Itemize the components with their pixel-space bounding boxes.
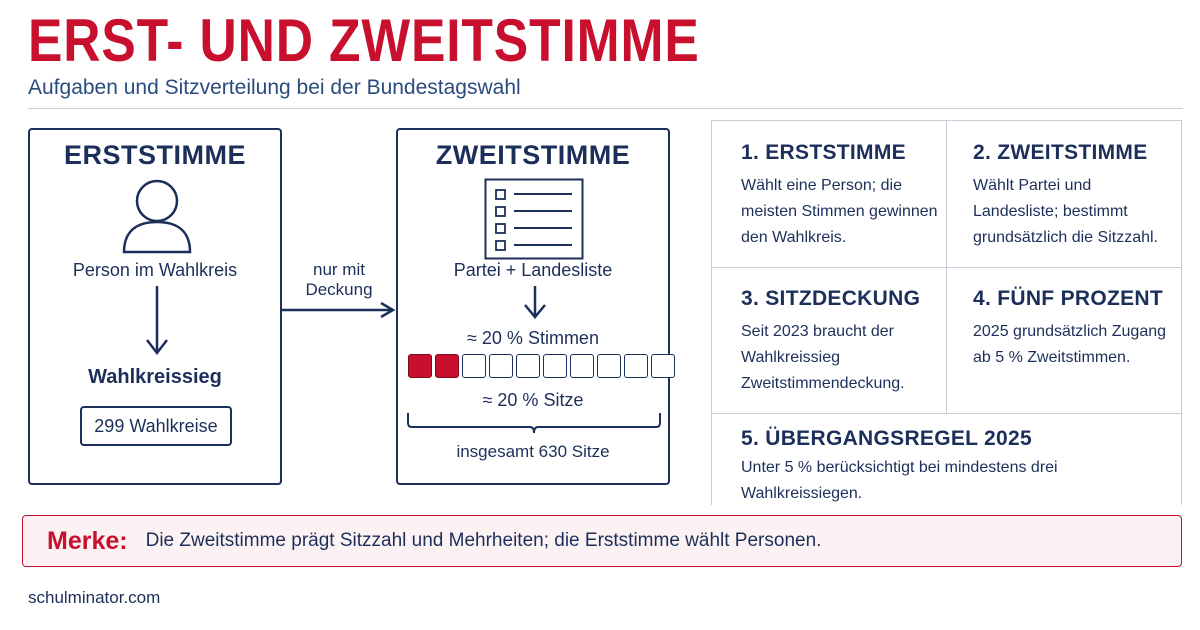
- fact-title: 3. SITZDECKUNG: [741, 287, 921, 310]
- ballot-list-icon: [484, 178, 584, 260]
- person-icon: [120, 178, 194, 254]
- page-title: ERST- UND ZWEITSTIMME: [28, 7, 700, 74]
- person-label: Person im Wahlkreis: [72, 260, 238, 280]
- seat-box-filled: [435, 354, 459, 378]
- seat-box-empty: [570, 354, 594, 378]
- page-subtitle: Aufgaben und Sitzverteilung bei der Bundestagswahl: [28, 76, 521, 99]
- merke-label: Merke:: [47, 526, 128, 555]
- arrow-down-icon: [523, 286, 547, 320]
- erststimme-title: ERSTSTIMME: [63, 140, 246, 170]
- grid-divider-2: [712, 413, 1181, 414]
- seat-box-filled: [408, 354, 432, 378]
- fact-title: 1. ERSTSTIMME: [741, 141, 906, 164]
- connector-line-2: Deckung: [305, 280, 373, 299]
- result-label: Wahlkreissieg: [88, 366, 222, 388]
- erststimme-card: [28, 128, 282, 485]
- fact-4: [973, 287, 1173, 371]
- wahlkreise-badge: 299 Wahlkreise: [80, 406, 232, 446]
- total-label: insgesamt 630 Sitze: [456, 442, 610, 461]
- list-label: Partei + Landesliste: [453, 260, 613, 280]
- footer-source: schulminator.com: [28, 588, 161, 607]
- fact-5: [741, 427, 1071, 507]
- seat-share-bar: [408, 354, 675, 378]
- fact-text: Unter 5 % berücksichtigt bei mindestens drei Wahlkreissiegen.: [741, 459, 1058, 502]
- fact-3: [741, 287, 941, 397]
- seat-box-empty: [516, 354, 540, 378]
- seat-box-empty: [462, 354, 486, 378]
- grid-divider-1: [712, 267, 1181, 268]
- facts-grid: [711, 120, 1182, 505]
- fact-title: 4. FÜNF PROZENT: [973, 287, 1164, 310]
- seat-box-empty: [624, 354, 648, 378]
- votes-label: ≈ 20 % Stimmen: [467, 328, 599, 348]
- header-divider: [28, 108, 1183, 109]
- zweitstimme-title: ZWEITSTIMME: [435, 140, 631, 170]
- merke-text: Die Zweitstimme prägt Sitzzahl und Mehrheiten; die Erststimme wählt Personen.: [145, 530, 822, 551]
- arrow-down-icon: [145, 286, 169, 356]
- fact-text: Seit 2023 braucht der Wahlkreissieg Zweitstimmendeckung.: [741, 323, 905, 392]
- fact-text: 2025 grundsätzlich Zugang ab 5 % Zweitstimmen.: [973, 323, 1167, 366]
- fact-text: Wählt eine Person; die meisten Stimmen gewinnen den Wahlkreis.: [741, 177, 938, 246]
- connector-label: [282, 260, 396, 300]
- fact-text: Wählt Partei und Landesliste; bestimmt grundsätzlich die Sitzzahl.: [973, 177, 1158, 246]
- seat-box-empty: [651, 354, 675, 378]
- seat-box-empty: [489, 354, 513, 378]
- connector-line-1: nur mit: [313, 260, 365, 279]
- fact-title: 2. ZWEITSTIMME: [973, 141, 1148, 164]
- arrow-right-icon: [282, 302, 396, 318]
- merke-box: [22, 515, 1182, 567]
- zweitstimme-card: [396, 128, 670, 485]
- fact-1: [741, 141, 941, 251]
- seat-box-empty: [543, 354, 567, 378]
- fact-2: [973, 141, 1173, 251]
- seat-box-empty: [597, 354, 621, 378]
- seats-label: ≈ 20 % Sitze: [482, 390, 584, 410]
- total-bracket: [406, 413, 662, 435]
- fact-title: 5. ÜBERGANGSREGEL 2025: [741, 427, 1032, 450]
